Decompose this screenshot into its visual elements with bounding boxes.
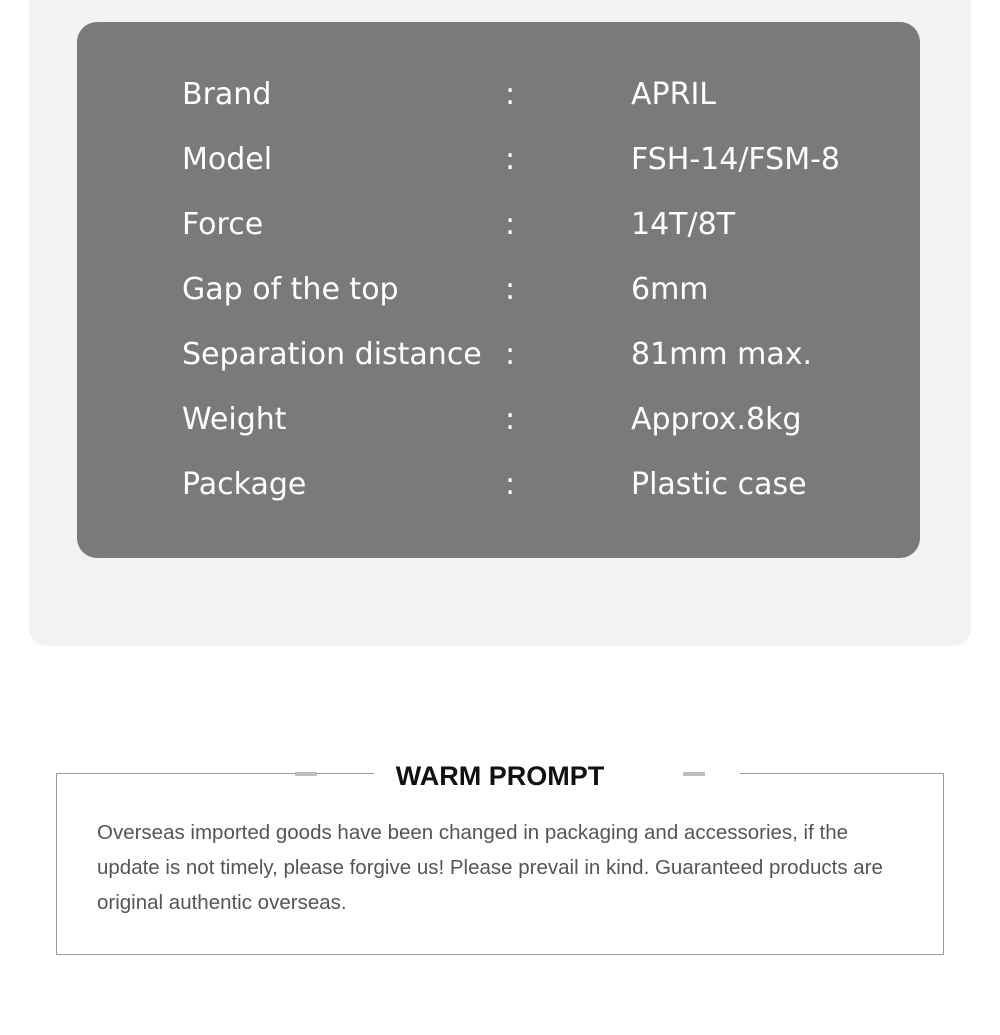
spec-row-model xyxy=(77,138,920,182)
spec-colon: : xyxy=(505,77,516,112)
spec-value: 14T/8T xyxy=(631,207,736,242)
spec-colon: : xyxy=(505,402,516,437)
spec-label: Gap of the top xyxy=(182,272,399,307)
spec-colon: : xyxy=(505,142,516,177)
spec-row-force xyxy=(77,203,920,247)
spec-value: Approx.8kg xyxy=(631,402,802,437)
spec-row-package xyxy=(77,463,920,507)
specification-card xyxy=(77,22,920,558)
spec-value: 81mm max. xyxy=(631,337,813,372)
spec-label: Force xyxy=(182,207,264,242)
spec-label: Weight xyxy=(182,402,287,437)
spec-colon: : xyxy=(505,337,516,372)
spec-row-separation-distance xyxy=(77,333,920,377)
spec-colon: : xyxy=(505,272,516,307)
warm-prompt-box xyxy=(56,773,944,955)
spec-label: Model xyxy=(182,142,273,177)
spec-value: FSH-14/FSM-8 xyxy=(631,142,841,177)
spec-colon: : xyxy=(505,207,516,242)
spec-label: Brand xyxy=(182,77,272,112)
spec-value: Plastic case xyxy=(631,467,807,502)
spec-colon: : xyxy=(505,467,516,502)
spec-label: Package xyxy=(182,467,307,502)
spec-row-gap-of-the-top xyxy=(77,268,920,312)
warm-prompt-text: Overseas imported goods have been changed in packaging and accessories, if the update is not timely, please forgive us! Please prevail in kind. Guaranteed products are original authentic overseas. xyxy=(97,821,883,914)
spec-value: APRIL xyxy=(631,77,717,112)
spec-row-brand xyxy=(77,73,920,117)
spec-label: Separation distance xyxy=(182,337,482,372)
spec-row-weight xyxy=(77,398,920,442)
warm-prompt-title: WARM PROMPT xyxy=(395,761,605,791)
spec-value: 6mm xyxy=(631,272,709,307)
